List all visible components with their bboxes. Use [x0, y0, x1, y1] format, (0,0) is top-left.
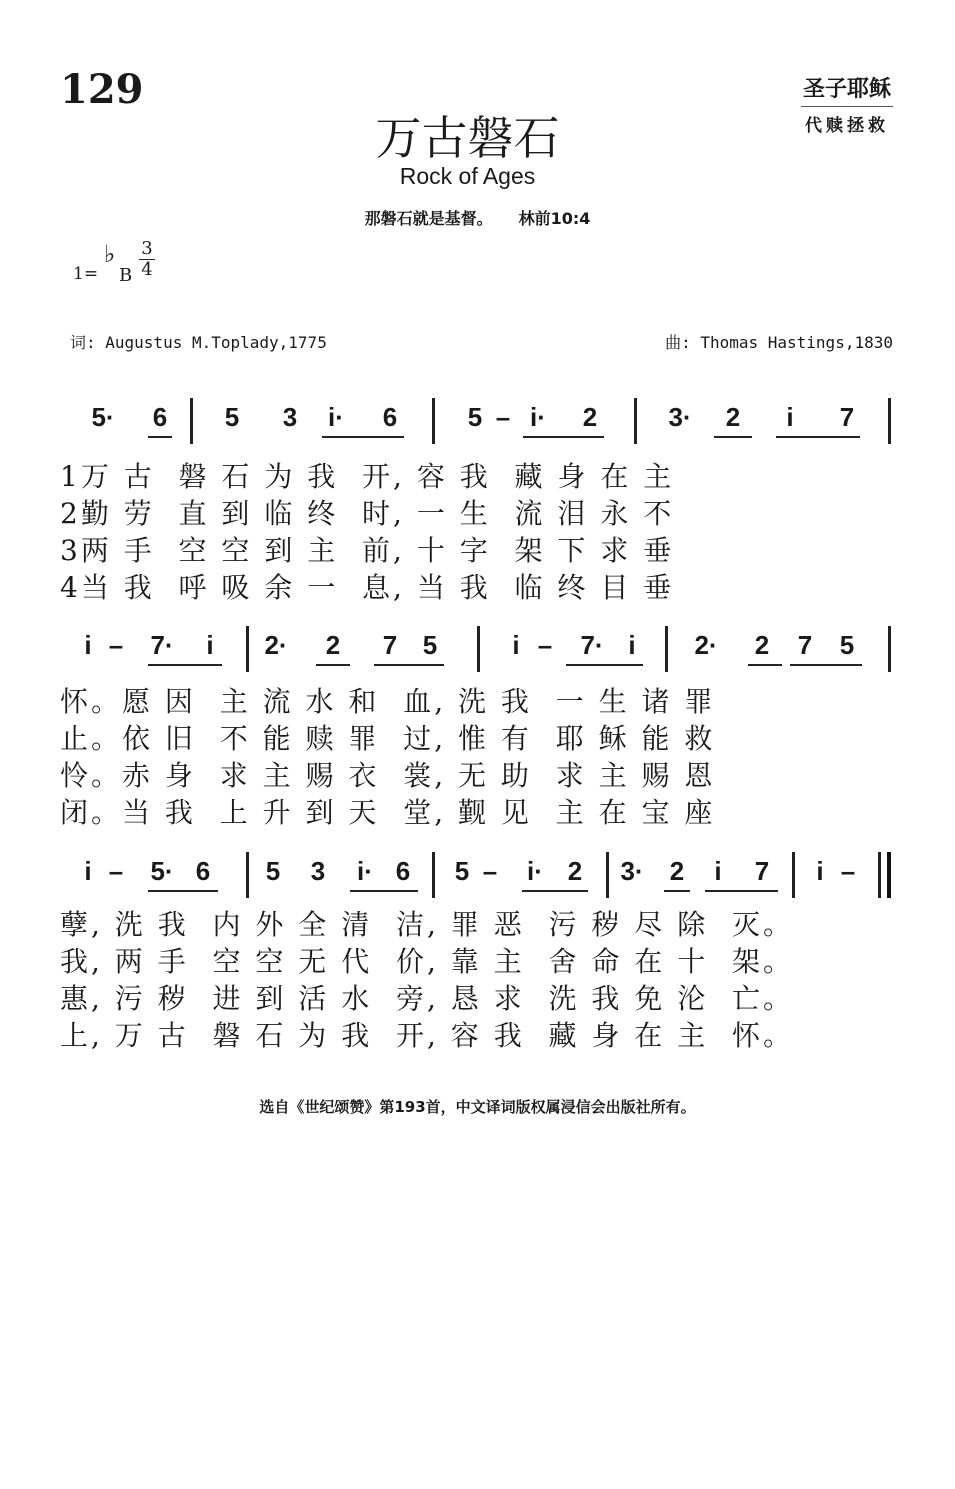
- barline: [190, 398, 193, 444]
- beam-underline: [664, 890, 690, 892]
- title-english: Rock of Ages: [399, 163, 536, 189]
- lyric-line: 止。依 旧 不 能 赎 罪 过, 惟 有 耶 稣 能 救: [60, 722, 716, 755]
- note: –: [482, 856, 498, 886]
- barline: [432, 398, 435, 444]
- note: i·: [328, 402, 344, 432]
- scripture-text: 那磐石就是基督。: [364, 209, 493, 228]
- barline: [246, 626, 249, 672]
- beam-underline: [148, 436, 172, 438]
- lyric-line: 惠, 污 秽 进 到 活 水 旁, 恳 求 洗 我 免 沦 亡。: [60, 982, 795, 1015]
- lyric-line: 上, 万 古 磐 石 为 我 开, 容 我 藏 身 在 主 怀。: [60, 1019, 795, 1052]
- beam-underline: [748, 664, 782, 666]
- note: i: [628, 630, 636, 660]
- barline: [246, 852, 249, 898]
- lyric-line: 怜。赤 身 求 主 赐 衣 裳, 无 助 求 主 赐 恩: [60, 759, 716, 792]
- note: 7·: [580, 630, 604, 660]
- note: –: [108, 630, 124, 660]
- barline: [792, 852, 795, 898]
- lyric-line: 怀。愿 因 主 流 水 和 血, 洗 我 一 生 诸 罪: [60, 685, 716, 718]
- note: 6: [195, 856, 211, 886]
- note: –: [537, 630, 553, 660]
- note: 5: [454, 856, 470, 886]
- lyric-line: 我, 两 手 空 空 无 代 价, 靠 主 舍 命 在 十 架。: [60, 945, 795, 978]
- lyric-line: 闭。当 我 上 升 到 天 堂, 觐 见 主 在 宝 座: [60, 796, 716, 829]
- note: 2: [325, 630, 341, 660]
- note: i·: [527, 856, 543, 886]
- note: 5·: [91, 402, 115, 432]
- note: i: [206, 630, 214, 660]
- time-top: 3: [139, 239, 155, 260]
- key-letter: B: [119, 265, 133, 286]
- note: 6: [152, 402, 168, 432]
- barline: [634, 398, 637, 444]
- note: 2: [669, 856, 685, 886]
- barline: [888, 398, 891, 444]
- note: 5: [422, 630, 438, 660]
- composer-credit: 曲: Thomas Hastings,1830: [665, 333, 893, 352]
- hymn-number: 129: [60, 66, 144, 113]
- note: 7: [797, 630, 813, 660]
- note: 3: [310, 856, 326, 886]
- note: 2: [754, 630, 770, 660]
- note: –: [840, 856, 856, 886]
- beam-underline: [148, 664, 222, 666]
- lyric-line: 3两 手 空 空 到 主 前, 十 字 架 下 求 垂: [60, 534, 675, 567]
- note: 2: [725, 402, 741, 432]
- lyric-line: 4当 我 呼 吸 余 一 息, 当 我 临 终 目 垂: [60, 571, 675, 604]
- lyric-line: 孽, 洗 我 内 外 全 清 洁, 罪 恶 污 秽 尽 除 灭。: [60, 908, 795, 941]
- scripture-line: [0, 206, 955, 229]
- flat-icon: ♭: [104, 240, 116, 268]
- note: 5: [839, 630, 855, 660]
- beam-underline: [776, 436, 860, 438]
- note: i: [714, 856, 722, 886]
- note: i: [84, 630, 92, 660]
- note: 5: [467, 402, 483, 432]
- time-signature: [139, 239, 155, 280]
- note: i·: [530, 402, 546, 432]
- beam-underline: [148, 890, 218, 892]
- category-bottom: 代赎拯救: [804, 116, 889, 136]
- category-top: 圣子耶稣: [801, 72, 893, 107]
- note: i·: [357, 856, 373, 886]
- lyric-line: 2勤 劳 直 到 临 终 时, 一 生 流 泪 永 不: [60, 497, 675, 530]
- note: i: [512, 630, 520, 660]
- note: 5·: [150, 856, 174, 886]
- note: 7·: [150, 630, 174, 660]
- beam-underline: [350, 890, 418, 892]
- note: 3: [282, 402, 298, 432]
- note: 2·: [264, 630, 288, 660]
- footer-note: 选自《世纪颂赞》第193首，中文译词版权属浸信会出版社所有。: [259, 1098, 696, 1116]
- key-prefix: 1=: [73, 264, 99, 284]
- note: 2·: [694, 630, 718, 660]
- barline: [888, 626, 891, 672]
- note: i: [84, 856, 92, 886]
- note: 2: [582, 402, 598, 432]
- beam-underline: [322, 436, 404, 438]
- time-bottom: 4: [141, 259, 153, 280]
- note: 6: [395, 856, 411, 886]
- beam-underline: [522, 890, 588, 892]
- beam-underline: [790, 664, 862, 666]
- note: 2: [567, 856, 583, 886]
- beam-underline: [705, 890, 778, 892]
- barline: [665, 626, 668, 672]
- lyric-line: 1万 古 磐 石 为 我 开, 容 我 藏 身 在 主: [60, 460, 675, 493]
- note: 5: [265, 856, 281, 886]
- note: 7: [754, 856, 770, 886]
- note: 5: [224, 402, 240, 432]
- title-chinese: 万古磐石: [375, 111, 560, 165]
- beam-underline: [566, 664, 643, 666]
- beam-underline: [523, 436, 604, 438]
- note: 7: [382, 630, 398, 660]
- note: 7: [839, 402, 855, 432]
- barline: [606, 852, 609, 898]
- beam-underline: [374, 664, 444, 666]
- beam-underline: [316, 664, 350, 666]
- note: –: [495, 402, 511, 432]
- note: i: [786, 402, 794, 432]
- final-barline-thin: [878, 852, 881, 898]
- scripture-ref: 林前10:4: [518, 209, 591, 228]
- note: i: [816, 856, 824, 886]
- final-barline-thick: [887, 852, 891, 898]
- beam-underline: [714, 436, 752, 438]
- barline: [477, 626, 480, 672]
- note: 3·: [668, 402, 692, 432]
- note: –: [108, 856, 124, 886]
- note: 3·: [620, 856, 644, 886]
- barline: [432, 852, 435, 898]
- lyricist-credit: 词: Augustus M.Toplady,1775: [70, 333, 327, 352]
- note: 6: [382, 402, 398, 432]
